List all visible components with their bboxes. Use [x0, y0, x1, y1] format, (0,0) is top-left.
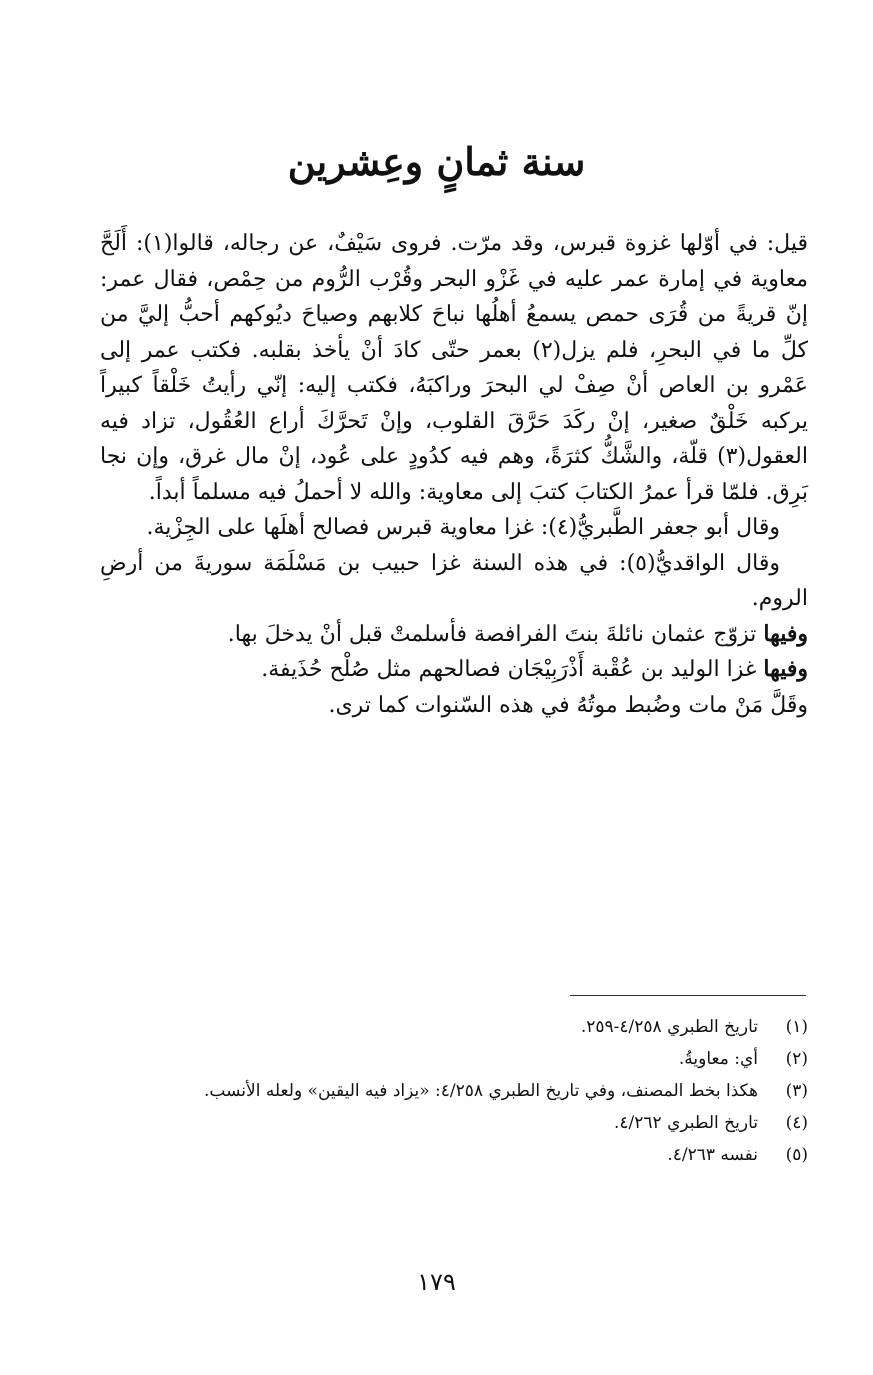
page-number: ١٧٩: [417, 1268, 456, 1296]
footnotes: [90, 1011, 808, 1171]
footnote: [90, 1011, 808, 1043]
footnote-number: (٣): [785, 1081, 808, 1101]
paragraph-lead: وفيها: [763, 620, 808, 647]
paragraph-text: وقال أبو جعفر الطَّبريُّ(٤): غزا معاوية قبرس فصالح أهلَها على الجِزْية.: [146, 515, 780, 540]
paragraph: [100, 546, 808, 617]
paragraph-text: تزوّج عثمان نائلةَ بنتَ الفرافصة فأسلمتْ قبل أنْ يدخلَ بها.: [227, 621, 764, 647]
footnote-text: تاريخ الطبري ٤/٢٦٢.: [614, 1113, 758, 1133]
footnote-text: نفسه ٤/٢٦٣.: [667, 1145, 758, 1165]
paragraph: [100, 617, 808, 653]
footnote: [90, 1139, 808, 1171]
footnote-text: هكذا بخط المصنف، وفي تاريخ الطبري ٤/٢٥٨: «يزاد فيه اليقين» ولعله الأنسب.: [204, 1081, 758, 1101]
footnote-number: (٤): [785, 1113, 808, 1133]
paragraph: [100, 226, 808, 510]
footnote-number: (٢): [785, 1049, 808, 1069]
paragraph-text: وقَلَّ مَنْ مات وضُبط موتُهُ في هذه السّنوات كما ترى.: [328, 692, 808, 718]
paragraph: [100, 510, 808, 546]
main-text: [100, 226, 808, 723]
paragraph: [100, 688, 808, 724]
footnote: [90, 1043, 808, 1075]
footnote: [90, 1107, 808, 1139]
footnote-separator: [570, 995, 806, 996]
chapter-title: سنة ثمانٍ وعِشرين: [287, 139, 586, 184]
footnote-text: تاريخ الطبري ٤/٢٥٨-٢٥٩.: [580, 1017, 758, 1037]
paragraph-text: غزا الوليد بن عُقْبة أَذْرَبِيْجَان فصالحهم مثل صُلْح حُذَيفة.: [261, 657, 764, 682]
footnote-number: (١): [785, 1017, 808, 1037]
paragraph: [100, 652, 808, 688]
paragraph-lead: وفيها: [763, 656, 808, 682]
paragraph-text: وقال الواقديُّ(٥): في هذه السنة غزا حبيب بن مَسْلَمَة سوريةَ من أرضِ الروم.: [100, 550, 808, 611]
footnote-number: (٥): [785, 1145, 808, 1165]
footnote-text: أي: معاويةُ.: [678, 1049, 758, 1069]
paragraph-text: قيل: في أوّلها غزوة قبرس، وقد مرّت. فروى سَيْفٌ، عن رجاله، قالوا(١): أَلَحَّ معاوية في إمارة عمر عليه في غَزْو البحر وقُرْب الرُّوم من حِمْص، فقال عمر: إنّ قريةً من قُرَى حمص يسمعُ أهلُها نباحَ كلابهم وصياحَ ديُوكهم أحبُّ إليَّ من كلِّ ما في البحرِ، فلم يزل(٢) بعمر حتّى كادَ أنْ يأخذ بقلبه. فكتب عمر إلى عَمْرو بن العاص أنْ صِفْ لي البحرَ وراكبَهُ، فكتب إليه: إنّي رأيتُ خَلْقاً كبيراً يركبه خَلْقٌ صغير، إنْ ركَدَ حَرَّقَ القلوب، وإنْ تَحرَّكَ أراع العُقُول، تزاد فيه العقول(٣) قلّة، والشَّكُّ كثرَةً، وهم فيه كدُودٍ على عُود، إنْ مال غرق، وإن نجا بَرِق. فلمّا قرأ عمرُ الكتابَ كتبَ إلى معاوية: والله لا أحملُ فيه مسلماً أبداً.: [100, 231, 808, 505]
footnote: [90, 1075, 808, 1107]
